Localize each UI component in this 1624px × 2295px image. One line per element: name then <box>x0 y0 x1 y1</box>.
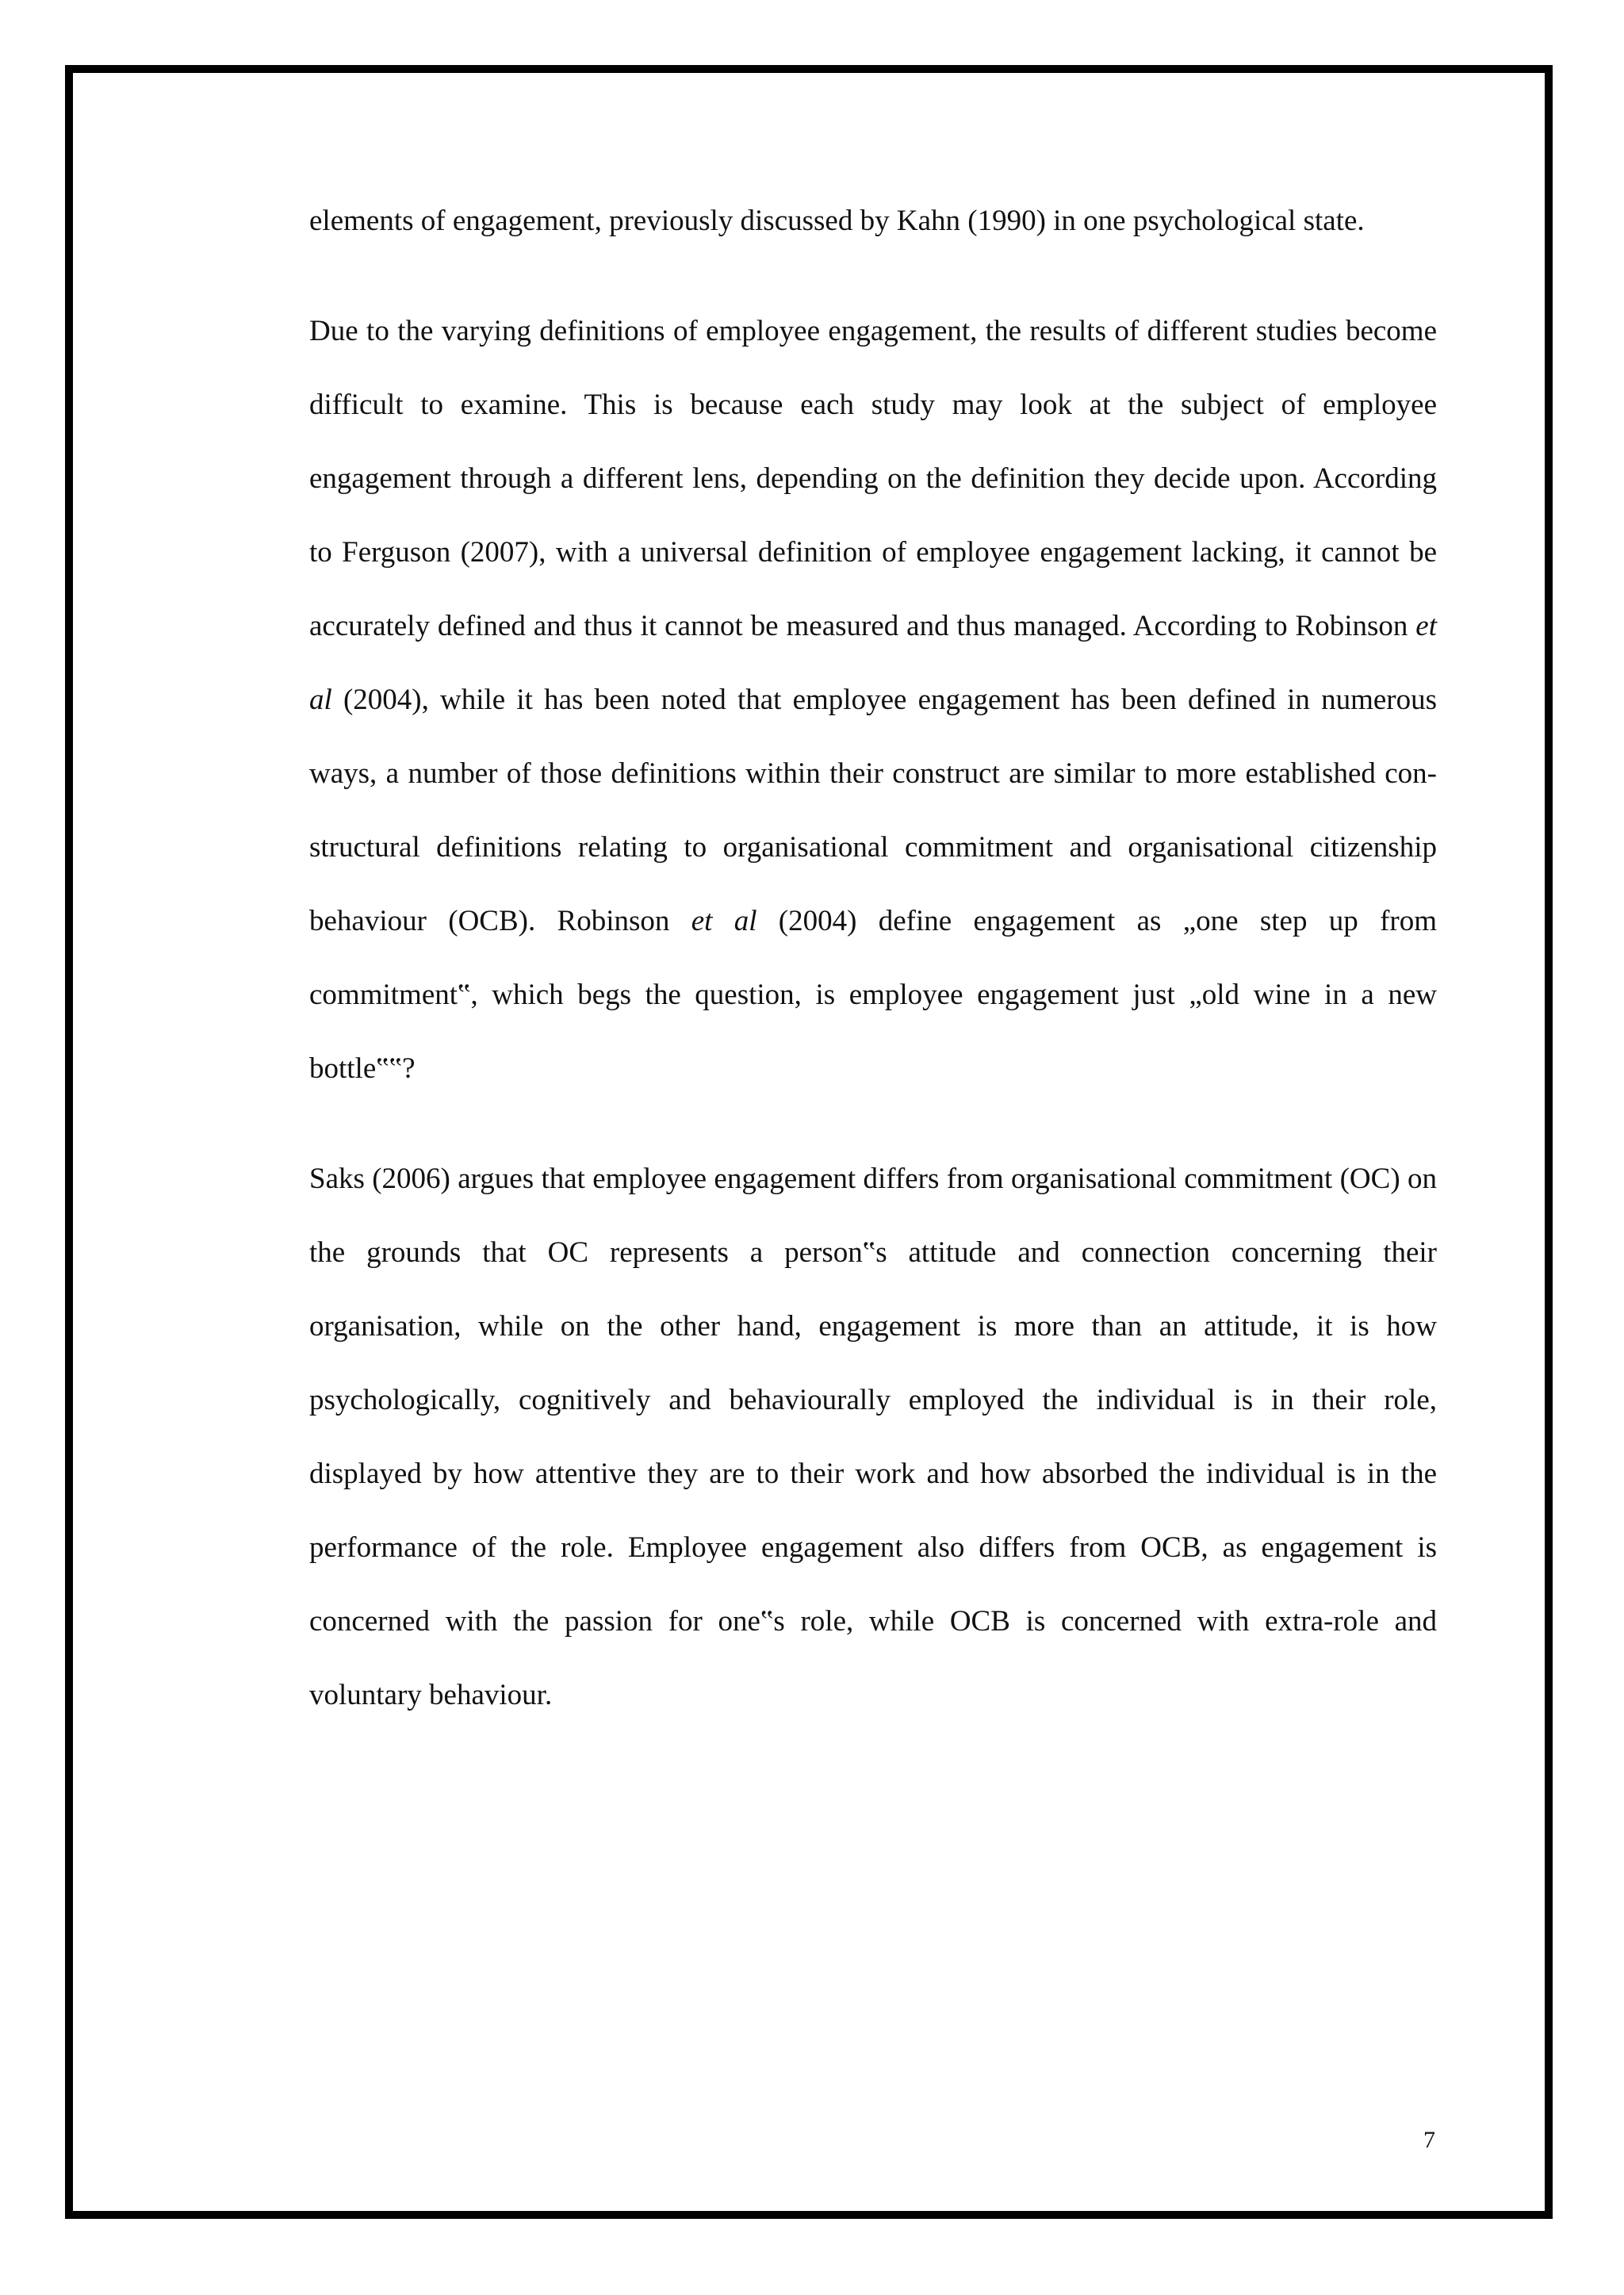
body-text <box>309 184 1437 1732</box>
paragraph-1-text: elements of engagement, previously discussed by Kahn (1990) in one psychological state. <box>309 205 1365 237</box>
paragraph-2 <box>309 294 1437 1105</box>
et-al-italic-2: et al <box>691 905 757 937</box>
page-number: 7 <box>1423 2127 1435 2153</box>
paragraph-2-text-c: (2004) define engagement as „one step up from commitment‟, which begs the question, is employee engagement just „old wine in a new bottle‟‟? <box>309 905 1437 1085</box>
paragraph-3 <box>309 1142 1437 1732</box>
paragraph-3-text: Saks (2006) argues that employee engagement differs from organisational commitment (OC) on the grounds that OC represents a person‟s attitude and connection concerning their organisation, while on the other hand, engagement is more than an attitude, it is how psychologically, cognitively and behaviourally employed the individual is in their role, displayed by how attentive they are to their work and how absorbed the individual is in the performance of the role. Employee engagement also differs from OCB, as engagement is concerned with the passion for one‟s role, while OCB is concerned with extra-role and voluntary behaviour. <box>309 1163 1437 1711</box>
paragraph-1 <box>309 184 1437 258</box>
paragraph-2-text-a: Due to the varying definitions of employee engagement, the results of different studies become difficult to examine. This is because each study may look at the subject of employee engagement through a different lens, depending on the definition they decide upon. According to Ferguson (2007), with a universal definition of employee engagement lacking, it cannot be accurately defined and thus it cannot be measured and thus managed. According to Robinson <box>309 315 1437 642</box>
et-al-italic-1: et al <box>309 610 1437 716</box>
paragraph-2-text-b: (2004), while it has been noted that employee engagement has been defined in numerous ways, a number of those definitions within their construct are similar to more established con-structural definitions relating to organisational commitment and organisational citizenship behaviour (OCB). Robinson <box>309 684 1437 937</box>
